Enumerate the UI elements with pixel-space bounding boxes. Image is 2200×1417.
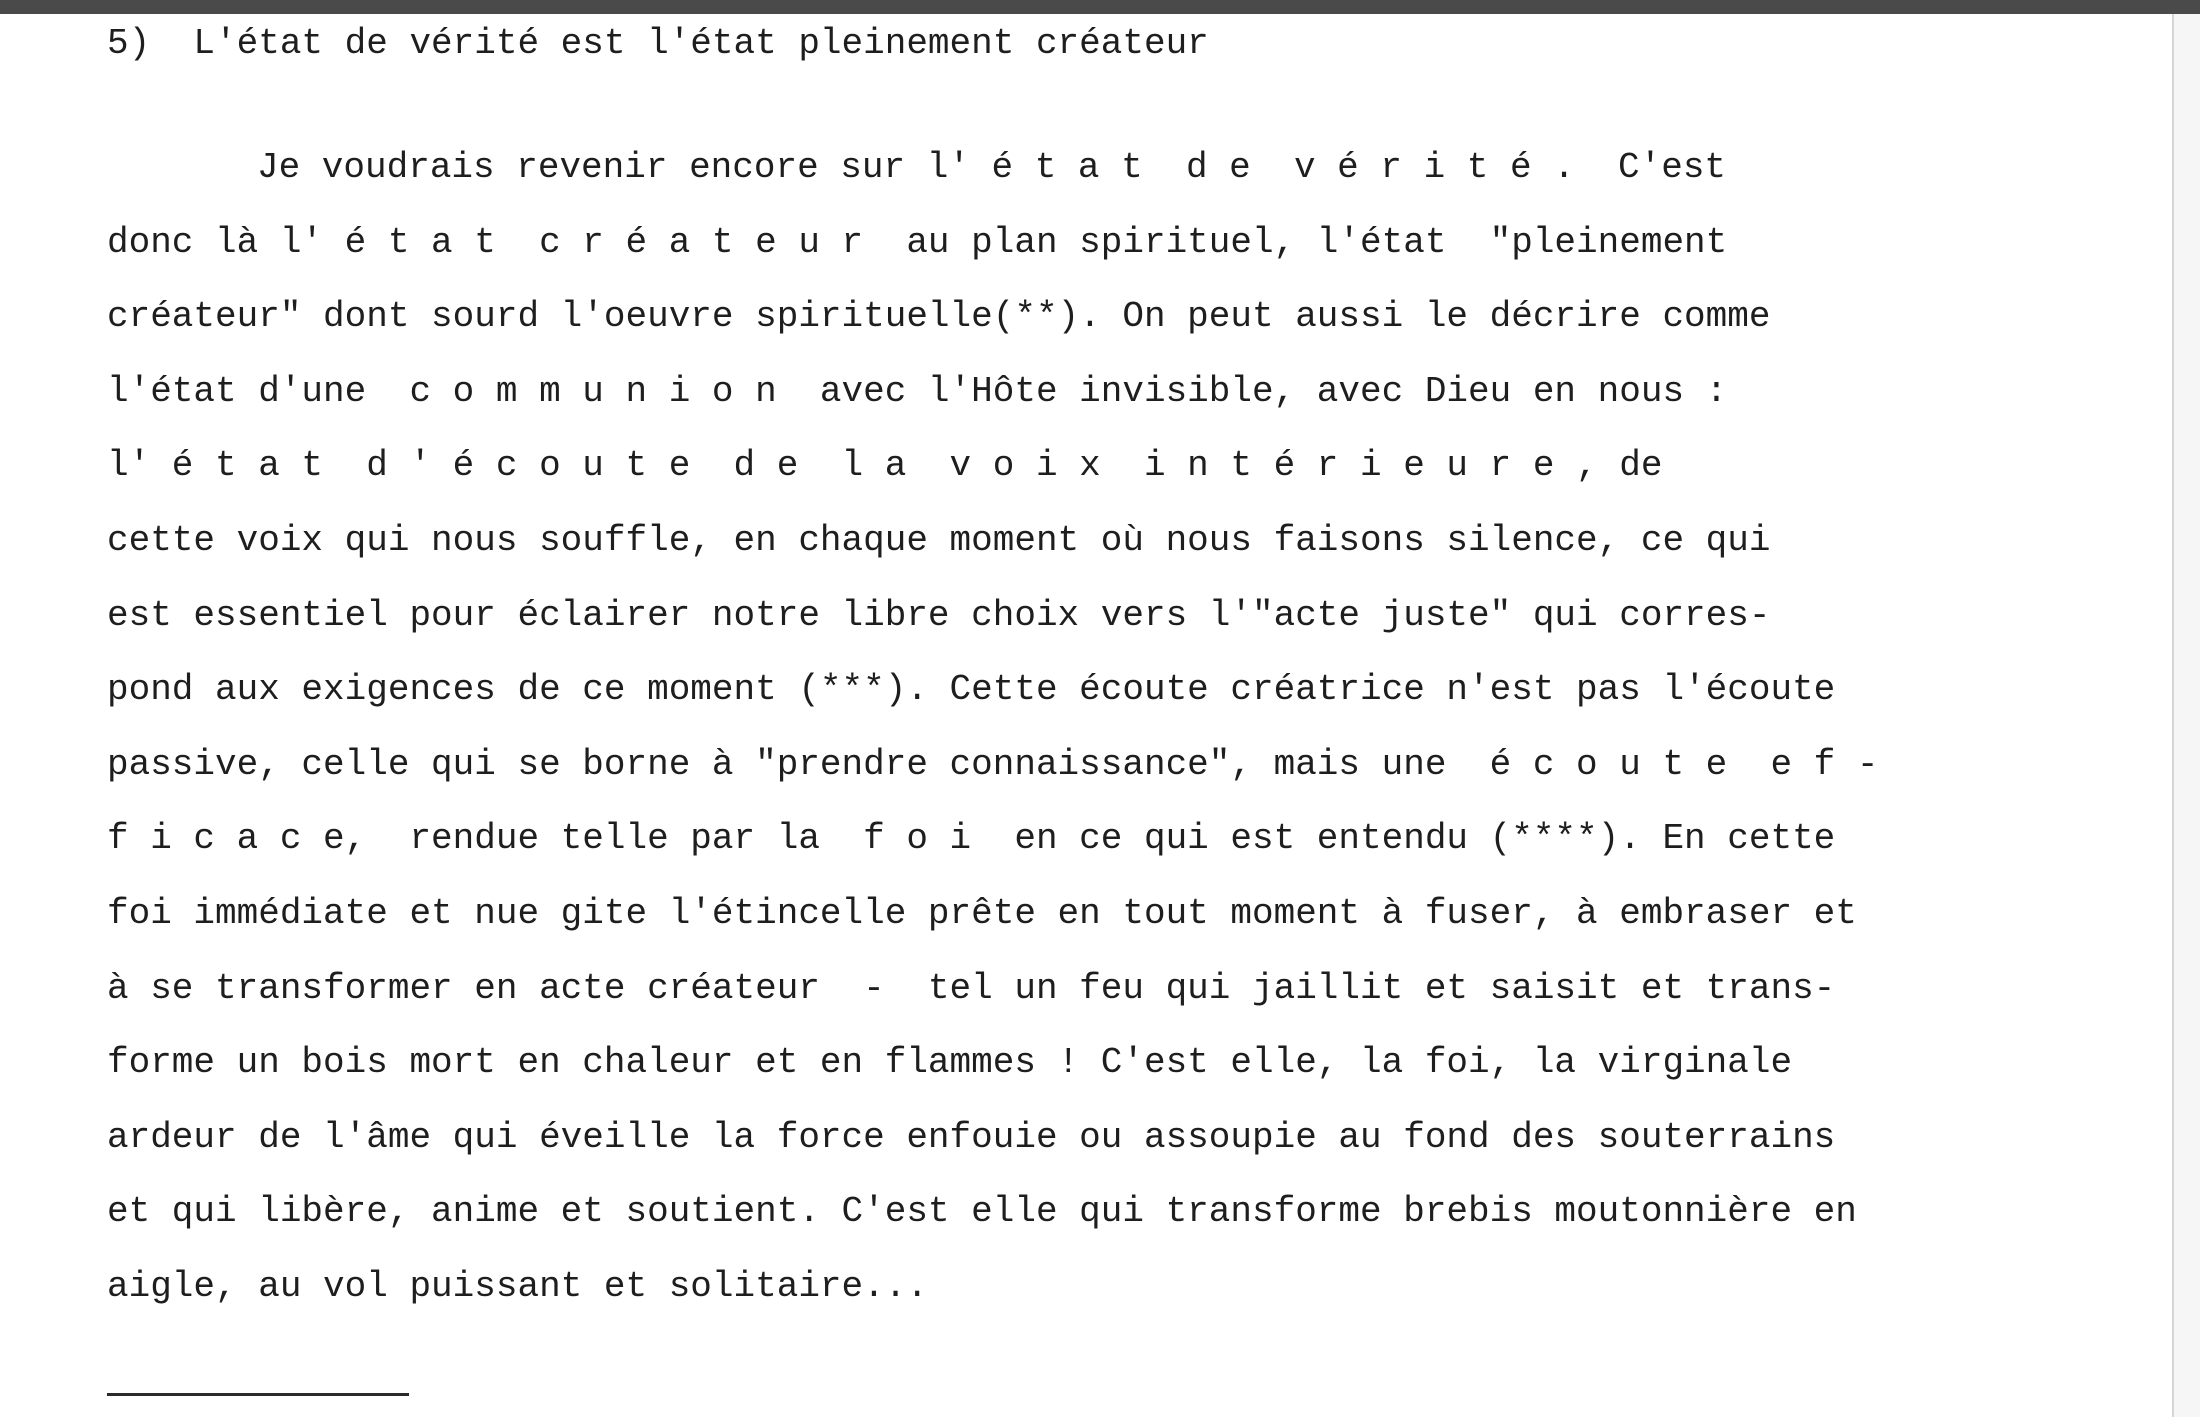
paragraph-line: ardeur de l'âme qui éveille la force enfouie ou assoupie au fond des souterrains <box>107 1117 1836 1158</box>
paragraph-line: aigle, au vol puissant et solitaire... <box>107 1266 928 1307</box>
paragraph-line: Je voudrais revenir encore sur l' é t a t d e v é r i t é . C'est <box>257 147 1727 188</box>
paragraph-line: forme un bois mort en chaleur et en flammes ! C'est elle, la foi, la virginale <box>107 1042 1793 1083</box>
paragraph-line: l'état d'une c o m m u n i o n avec l'Hôte invisible, avec Dieu en nous : <box>107 371 1728 412</box>
paragraph-line: à se transformer en acte créateur - tel un feu qui jaillit et saisit et trans- <box>107 968 1836 1009</box>
paragraph-line: pond aux exigences de ce moment (***). Cette écoute créatrice n'est pas l'écoute <box>107 669 1836 710</box>
paragraph-line: foi immédiate et nue gite l'étincelle prête en tout moment à fuser, à embraser et <box>107 893 1857 934</box>
paragraph-line: passive, celle qui se borne à "prendre connaissance", mais une é c o u t e e f - <box>107 744 1879 785</box>
page-margin-shade <box>2174 14 2200 1417</box>
paragraph-line: donc là l' é t a t c r é a t e u r au plan spirituel, l'état "pleinement <box>107 222 1728 263</box>
paragraph-line: créateur" dont sourd l'oeuvre spirituelle(**). On peut aussi le décrire comme <box>107 296 1771 337</box>
paragraph-line: est essentiel pour éclairer notre libre choix vers l'"acte juste" qui corres- <box>107 595 1771 636</box>
paragraph-line: l' é t a t d ' é c o u t e d e l a v o i x i n t é r i e u r e , de <box>107 445 1663 486</box>
section-heading: 5) L'état de vérité est l'état pleinement créateur <box>107 23 1209 64</box>
paragraph-line: et qui libère, anime et soutient. C'est elle qui transforme brebis moutonnière en <box>107 1191 1857 1232</box>
paragraph-line: cette voix qui nous souffle, en chaque moment où nous faisons silence, ce qui <box>107 520 1771 561</box>
footnote-separator <box>107 1393 409 1396</box>
paragraph-line: f i c a c e, rendue telle par la f o i en ce qui est entendu (****). En cette <box>107 818 1836 859</box>
page-right-edge <box>2172 14 2174 1417</box>
window-top-bar <box>0 0 2200 14</box>
